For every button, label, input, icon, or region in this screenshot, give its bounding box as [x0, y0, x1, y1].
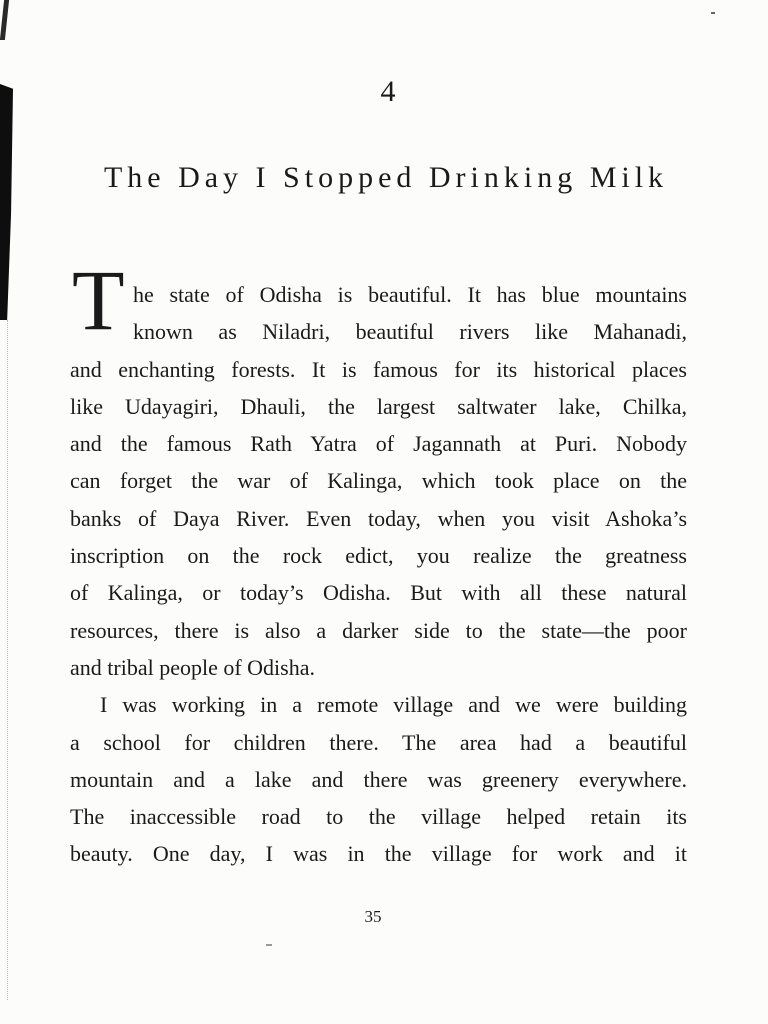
text-line: like Udayagiri, Dhauli, the largest saltwater lake, Chilka, [70, 393, 687, 419]
body-text [70, 276, 687, 873]
page-number: 35 [364, 907, 382, 926]
text-line: he state of Odisha is beautiful. It has blue mountains [133, 282, 687, 307]
scan-edge-mark [0, 0, 9, 40]
scan-speck [711, 12, 715, 14]
scan-binding-shadow [0, 84, 13, 320]
text-line: resources, there is also a darker side to the state—the poor [70, 617, 687, 643]
text-line: known as Niladri, beautiful rivers like Mahanadi, [133, 319, 687, 345]
text-line: beauty. One day, I was in the village for work and it [70, 841, 687, 867]
text-line: and tribal people of Odisha. [70, 654, 315, 680]
text-line: inscription on the rock edict, you realize the greatness [70, 543, 687, 569]
text-line: and enchanting forests. It is famous for its historical places [70, 356, 687, 382]
paragraph [70, 686, 687, 872]
text-line: of Kalinga, or today’s Odisha. But with all these natural [70, 580, 687, 606]
text-line: and the famous Rath Yatra of Jagannath at Puri. Nobody [70, 431, 687, 457]
text-line: a school for children there. The area had a beautiful [70, 729, 687, 755]
drop-cap: T [72, 252, 125, 348]
text-line: The inaccessible road to the village helped retain its [70, 804, 687, 830]
scan-speck [266, 944, 272, 946]
text-line: mountain and a lake and there was greenery everywhere. [70, 766, 687, 792]
text-line: can forget the war of Kalinga, which took place on the [70, 468, 687, 494]
chapter-number: 4 [380, 75, 396, 108]
chapter-title: The Day I Stopped Drinking Milk [103, 161, 669, 194]
paragraph [70, 276, 687, 686]
text-line: banks of Daya River. Even today, when you visit Ashoka’s [70, 505, 687, 531]
scan-edge-line [7, 320, 8, 1000]
text-line: I was working in a remote village and we were building [100, 692, 687, 718]
